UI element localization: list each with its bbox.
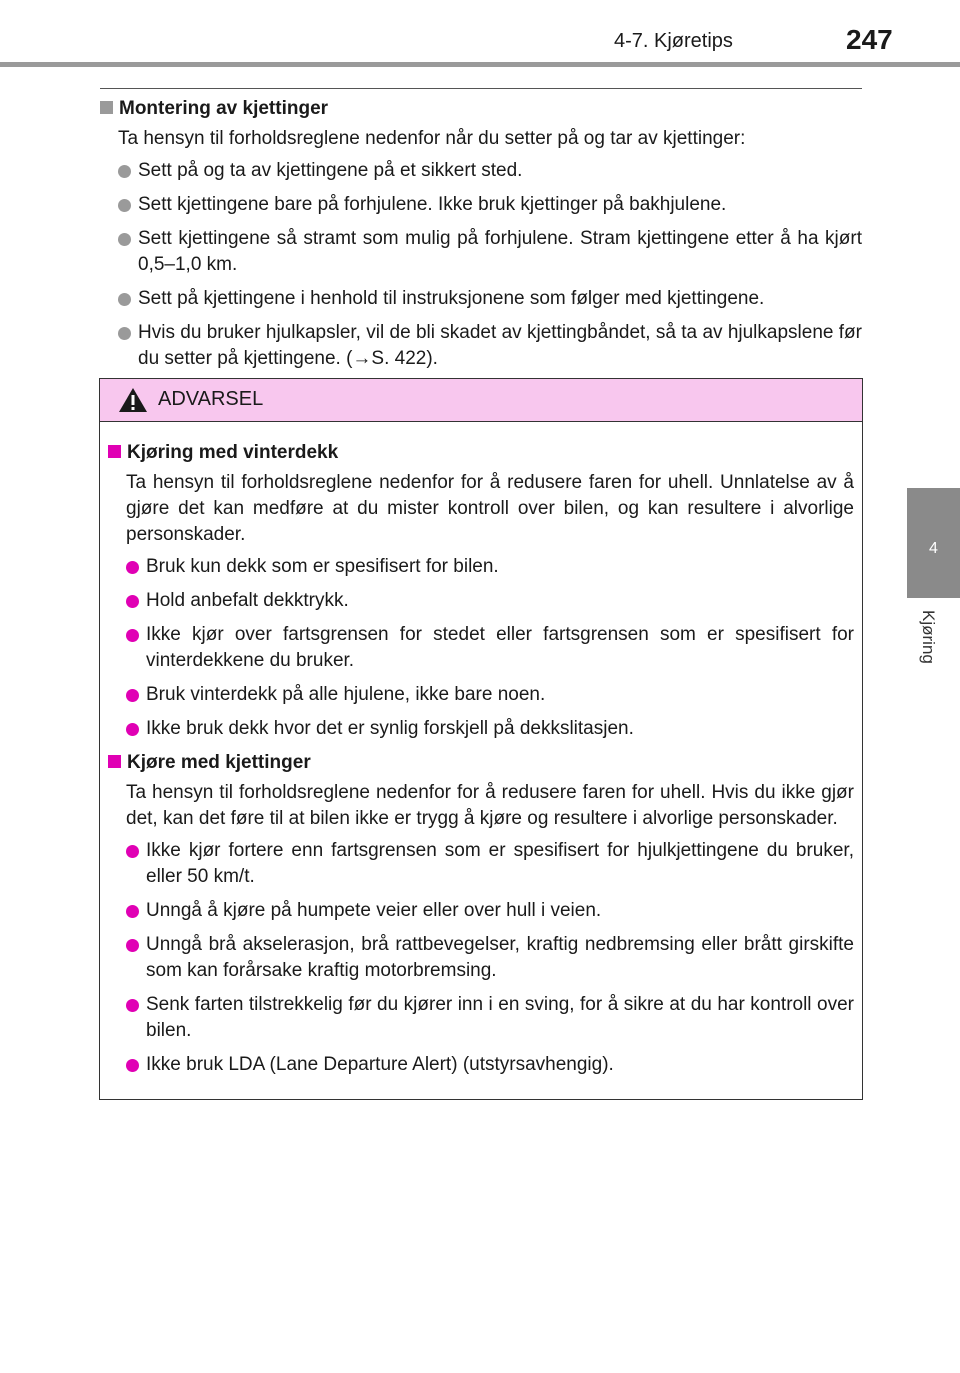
circle-bullet-icon: [126, 595, 139, 608]
list-item: Bruk vinterdekk på alle hjulene, ikke bare noen.: [108, 682, 854, 708]
circle-bullet-icon: [126, 999, 139, 1012]
list-item: Ikke kjør over fartsgrensen for stedet eller fartsgrensen som er spesifisert for vinterdekkene du bruker.: [108, 622, 854, 674]
circle-bullet-icon: [126, 1059, 139, 1072]
content-divider: [100, 88, 862, 89]
list-item: Sett på kjettingene i henhold til instruksjonene som følger med kjettingene.: [100, 286, 862, 312]
circle-bullet-icon: [126, 939, 139, 952]
list-item: Ikke bruk LDA (Lane Departure Alert) (utstyrsavhengig).: [108, 1052, 854, 1078]
circle-bullet-icon: [118, 293, 131, 306]
circle-bullet-icon: [118, 199, 131, 212]
circle-bullet-icon: [118, 233, 131, 246]
section-intro: Ta hensyn til forholdsreglene nedenfor når du setter på og tar av kjettinger:: [118, 128, 746, 149]
warning-heading: Kjøre med kjettinger: [108, 750, 854, 776]
square-bullet-icon: [108, 755, 121, 768]
circle-bullet-icon: [126, 629, 139, 642]
list-item: Senk farten tilstrekkelig før du kjører inn i en sving, for å sikre at du har kontroll over bilen.: [108, 992, 854, 1044]
warning-header: [100, 379, 862, 422]
warning-body: [100, 422, 862, 1078]
warning-section-chains: [108, 750, 854, 1078]
warning-list: [108, 554, 854, 742]
list-item: Unngå å kjøre på humpete veier eller over hull i veien.: [108, 898, 854, 924]
list-item: Ikke kjør fortere enn fartsgrensen som er spesifisert for hjulkjettingene du bruker, eller 50 km/t.: [108, 838, 854, 890]
warning-section-winter-tires: [108, 440, 854, 742]
bullet-list: [100, 158, 862, 372]
circle-bullet-icon: [118, 165, 131, 178]
list-item: Bruk kun dekk som er spesifisert for bilen.: [108, 554, 854, 580]
circle-bullet-icon: [126, 845, 139, 858]
heading-text: Montering av kjettinger: [119, 98, 329, 119]
warning-list: [108, 838, 854, 1078]
warning-box: [99, 378, 863, 1100]
list-item: Hvis du bruker hjulkapsler, vil de bli skadet av kjettingbåndet, så ta av hjulkapslene før du setter på kjettingene. (→S. 422).: [100, 320, 862, 372]
circle-bullet-icon: [118, 327, 131, 340]
circle-bullet-icon: [126, 561, 139, 574]
list-item: Sett kjettingene bare på forhjulene. Ikke bruk kjettinger på bakhjulene.: [100, 192, 862, 218]
warning-triangle-icon: [118, 387, 148, 413]
circle-bullet-icon: [126, 689, 139, 702]
list-item: Ikke bruk dekk hvor det er synlig forskjell på dekkslitasjen.: [108, 716, 854, 742]
chapter-label: Kjøring: [919, 610, 938, 664]
square-bullet-icon: [100, 101, 113, 114]
section-heading: [100, 96, 862, 122]
page-header: [0, 0, 960, 68]
warning-heading: Kjøring med vinterdekk: [108, 440, 854, 466]
warning-intro: Ta hensyn til forholdsreglene nedenfor for å redusere faren for uhell. Unnlatelse av å gjøre det kan medføre at du mister kontroll over bilen, og kan resultere i alvorlige personskader.: [126, 472, 854, 545]
list-item: Unngå brå akselerasjon, brå rattbevegelser, kraftig nedbremsing eller brått girskifte som kan forårsake kraftig motorbremsing.: [108, 932, 854, 984]
header-rule: [0, 62, 960, 67]
circle-bullet-icon: [126, 905, 139, 918]
page-number: 247: [846, 24, 893, 55]
list-item: Sett kjettingene så stramt som mulig på forhjulene. Stram kjettingene etter å ha kjørt 0,5–1,0 km.: [100, 226, 862, 278]
list-item: Hold anbefalt dekktrykk.: [108, 588, 854, 614]
chains-mounting-section: [100, 96, 862, 380]
list-item: Sett på og ta av kjettingene på et sikkert sted.: [100, 158, 862, 184]
chapter-number: 4: [929, 540, 938, 557]
section-title: 4-7. Kjøretips: [614, 30, 733, 52]
warning-intro: Ta hensyn til forholdsreglene nedenfor for å redusere faren for uhell. Hvis du ikke gjør det, kan det føre til at bilen ikke er trygg å kjøre og resultere i alvorlige personskader.: [126, 782, 854, 829]
circle-bullet-icon: [126, 723, 139, 736]
square-bullet-icon: [108, 445, 121, 458]
warning-title: ADVARSEL: [158, 388, 264, 410]
